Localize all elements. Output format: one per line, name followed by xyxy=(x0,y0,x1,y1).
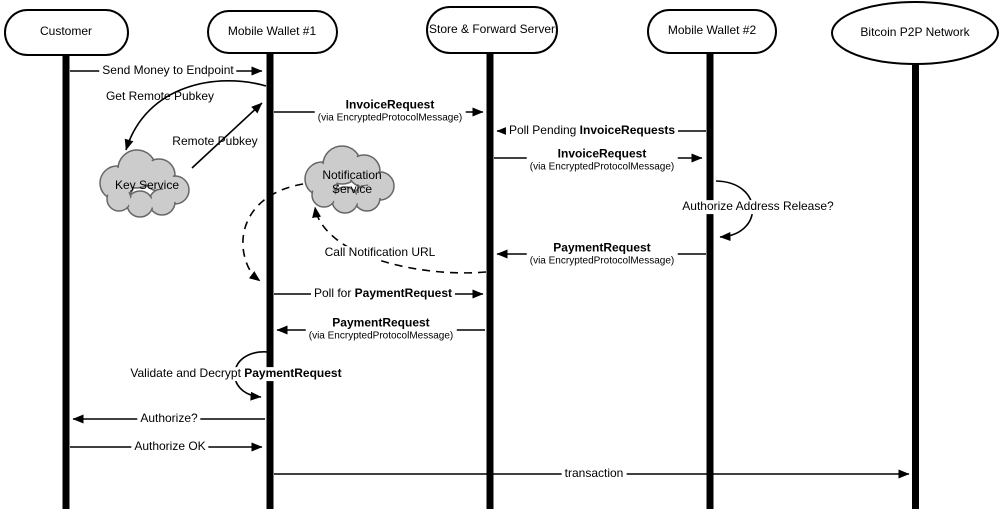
lifeline-customer xyxy=(63,54,70,509)
message-payment-request-out-sub: (via EncryptedProtocolMessage) xyxy=(529,255,675,267)
message-payment-request-out xyxy=(527,241,678,266)
message-invoice-request-out xyxy=(315,98,466,123)
message-validate-decrypt-prefix: Validate and Decrypt xyxy=(130,366,245,381)
message-payment-request-in-sub: (via EncryptedProtocolMessage) xyxy=(308,330,454,342)
message-authorize-ok: Authorize OK xyxy=(131,440,208,454)
message-authorize-address-release: Authorize Address Release? xyxy=(679,200,836,214)
message-poll-for-payment-request-prefix: Poll for xyxy=(313,286,355,301)
lifeline-store-forward-server xyxy=(487,52,494,509)
message-payment-request-out-title: PaymentRequest xyxy=(553,240,651,255)
lifeline-mobile-wallet-1 xyxy=(267,52,274,509)
key-service-label: Key Service xyxy=(114,178,180,193)
message-invoice-request-in-title: InvoiceRequest xyxy=(557,146,647,161)
message-poll-pending-invoicerequests xyxy=(506,124,678,138)
notification-service-label-line1: Notification xyxy=(322,168,382,183)
message-poll-for-payment-request-bold: PaymentRequest xyxy=(354,286,453,301)
notification-service-label xyxy=(319,169,384,197)
message-poll-for-payment-request xyxy=(311,287,455,301)
actor-mobile-wallet-2-label: Mobile Wallet #2 xyxy=(667,23,757,38)
message-invoice-request-out-title: InvoiceRequest xyxy=(345,97,435,112)
actor-bitcoin-p2p-network-label: Bitcoin P2P Network xyxy=(860,25,970,40)
message-payment-request-in xyxy=(306,316,457,341)
message-poll-pending-prefix: Poll Pending xyxy=(508,123,580,138)
message-remote-pubkey: Remote Pubkey xyxy=(172,134,258,149)
message-transaction: transaction xyxy=(562,467,627,481)
message-invoice-request-in-sub: (via EncryptedProtocolMessage) xyxy=(529,161,675,173)
message-authorize-question: Authorize? xyxy=(137,412,200,426)
actor-mobile-wallet-1-label: Mobile Wallet #1 xyxy=(227,24,317,39)
message-payment-request-in-title: PaymentRequest xyxy=(332,315,430,330)
message-poll-pending-bold: InvoiceRequests xyxy=(579,123,676,138)
message-send-money: Send Money to Endpoint xyxy=(99,64,236,78)
message-validate-decrypt xyxy=(127,367,344,381)
message-invoice-request-in xyxy=(527,147,678,172)
notification-service-label-line2: Service xyxy=(331,182,372,196)
arrow-call-notification-url xyxy=(315,207,486,273)
actor-customer-label: Customer xyxy=(39,24,93,39)
message-get-remote-pubkey: Get Remote Pubkey xyxy=(105,89,215,104)
message-call-notification-url: Call Notification URL xyxy=(322,246,439,260)
lifeline-bitcoin-p2p-network xyxy=(912,63,919,509)
message-invoice-request-out-sub: (via EncryptedProtocolMessage) xyxy=(317,112,463,124)
message-validate-decrypt-bold: PaymentRequest xyxy=(244,366,342,381)
actor-store-forward-server-label: Store & Forward Server xyxy=(428,22,556,37)
lifeline-mobile-wallet-2 xyxy=(707,52,714,509)
